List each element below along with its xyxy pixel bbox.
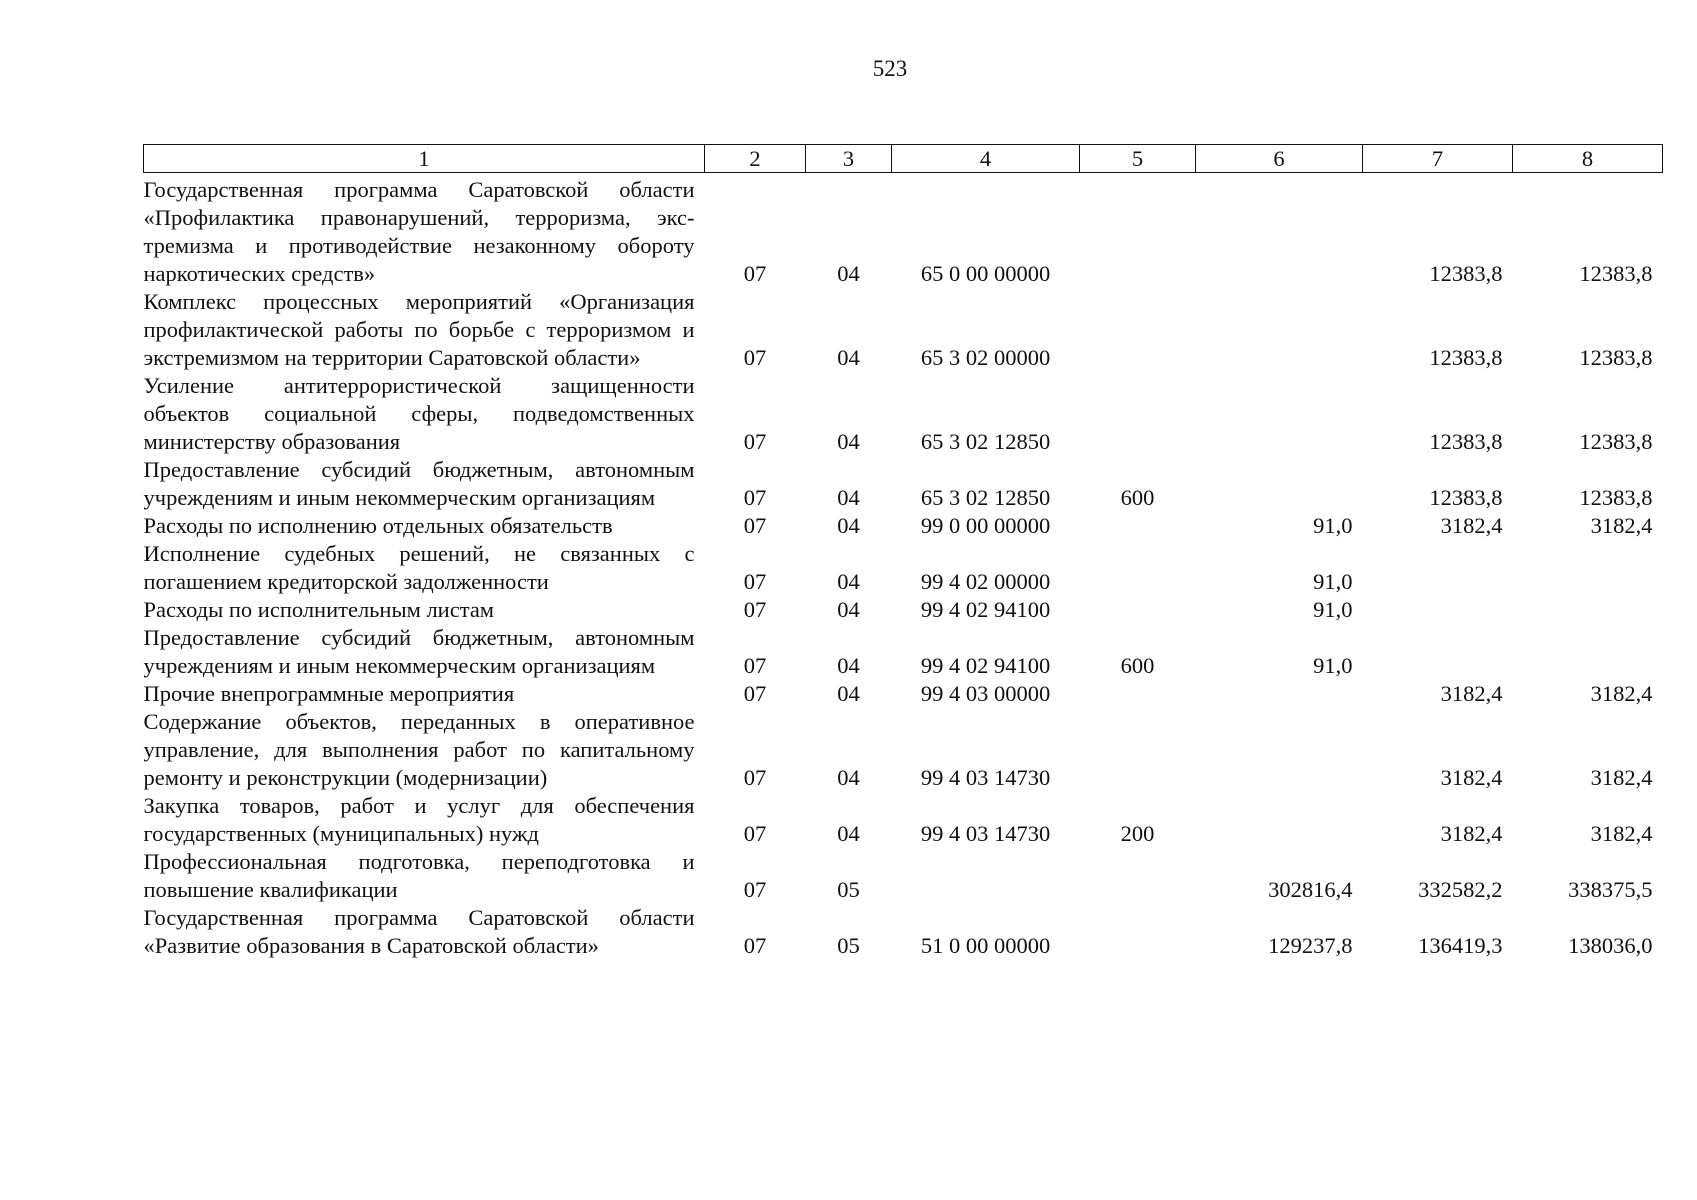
row-expense-type: 600 bbox=[1120, 653, 1155, 678]
row-section: 07 bbox=[743, 513, 767, 538]
row-expense-type: 200 bbox=[1120, 821, 1155, 846]
row-subsection: 04 bbox=[837, 681, 860, 706]
row-value-6 bbox=[1196, 680, 1363, 708]
row-target-article: 99 4 03 14730 bbox=[920, 821, 1051, 846]
row-value-6 bbox=[1196, 288, 1363, 372]
table-header bbox=[144, 145, 1663, 173]
row-target-article: 99 4 02 94100 bbox=[920, 653, 1051, 678]
row-value-6: 302816,4 bbox=[1268, 877, 1353, 902]
row-name: Профессиональная подготовка, переподготовка и повышение квалификации bbox=[143, 849, 695, 902]
row-section: 07 bbox=[743, 877, 767, 902]
row-expense-type bbox=[1080, 904, 1196, 960]
table-row bbox=[144, 372, 1663, 456]
row-value-8: 3182,4 bbox=[1590, 765, 1653, 790]
row-expense-type bbox=[1080, 848, 1196, 904]
row-target-article: 99 4 02 00000 bbox=[920, 569, 1051, 594]
table-row bbox=[144, 288, 1663, 372]
row-value-7: 3182,4 bbox=[1440, 765, 1503, 790]
row-value-7: 3182,4 bbox=[1440, 681, 1503, 706]
row-expense-type: 600 bbox=[1120, 485, 1155, 510]
table-row bbox=[144, 904, 1663, 960]
row-subsection: 04 bbox=[837, 513, 860, 538]
row-expense-type bbox=[1080, 680, 1196, 708]
table-row bbox=[144, 792, 1663, 848]
row-section: 07 bbox=[743, 569, 767, 594]
row-subsection: 05 bbox=[837, 877, 860, 902]
table-row bbox=[144, 456, 1663, 512]
row-expense-type bbox=[1080, 288, 1196, 372]
table-body bbox=[144, 173, 1663, 961]
row-target-article: 65 3 02 12850 bbox=[920, 429, 1051, 454]
row-subsection: 04 bbox=[837, 345, 860, 370]
row-name: Расходы по исполнительным листам bbox=[143, 597, 495, 622]
row-value-6 bbox=[1196, 708, 1363, 792]
header-row bbox=[144, 145, 1663, 173]
row-section: 07 bbox=[743, 933, 767, 958]
row-value-7: 12383,8 bbox=[1429, 429, 1503, 454]
row-value-6 bbox=[1196, 456, 1363, 512]
row-expense-type bbox=[1080, 596, 1196, 624]
header-col-7: 7 bbox=[1363, 145, 1513, 173]
row-target-article: 99 4 02 94100 bbox=[920, 597, 1051, 622]
row-section: 07 bbox=[743, 653, 767, 678]
row-name: Предоставление субсидий бюджетным, автономным учреждениям и иным некоммерческим организациям bbox=[143, 625, 695, 678]
row-target-article: 99 0 00 00000 bbox=[920, 513, 1051, 538]
row-target-article: 99 4 03 00000 bbox=[920, 681, 1051, 706]
row-value-7: 3182,4 bbox=[1440, 513, 1503, 538]
row-value-6: 91,0 bbox=[1313, 569, 1353, 594]
row-value-6: 91,0 bbox=[1313, 597, 1353, 622]
row-target-article: 65 0 00 00000 bbox=[920, 261, 1051, 286]
row-value-8: 3182,4 bbox=[1590, 681, 1653, 706]
row-value-8: 12383,8 bbox=[1579, 485, 1653, 510]
row-value-7: 3182,4 bbox=[1440, 821, 1503, 846]
row-section: 07 bbox=[743, 821, 767, 846]
row-value-7: 12383,8 bbox=[1429, 345, 1503, 370]
row-target-article: 65 3 02 12850 bbox=[920, 485, 1051, 510]
row-value-6: 129237,8 bbox=[1268, 933, 1353, 958]
row-name: Прочие внепрограммные мероприятия bbox=[143, 681, 515, 706]
row-subsection: 04 bbox=[837, 429, 860, 454]
row-value-7: 332582,2 bbox=[1418, 877, 1503, 902]
row-value-7: 12383,8 bbox=[1429, 261, 1503, 286]
row-target-article: 99 4 03 14730 bbox=[920, 765, 1051, 790]
row-section: 07 bbox=[743, 261, 767, 286]
row-subsection: 04 bbox=[837, 653, 860, 678]
header-col-2: 2 bbox=[705, 145, 806, 173]
row-name: Государственная программа Саратовской области «Профилактика правонарушений, терроризма, экстремизма и противодействие незаконному обороту наркотических средств» bbox=[143, 177, 695, 286]
header-col-8: 8 bbox=[1513, 145, 1663, 173]
row-name: Комплекс процессных мероприятий «Организация профилактической работы по борьбе с терроризмом и экстремизмом на территории Саратовской области» bbox=[143, 289, 695, 370]
header-col-5: 5 bbox=[1080, 145, 1196, 173]
row-subsection: 04 bbox=[837, 821, 860, 846]
row-section: 07 bbox=[743, 765, 767, 790]
row-value-8: 12383,8 bbox=[1579, 345, 1653, 370]
row-value-7: 12383,8 bbox=[1429, 485, 1503, 510]
row-section: 07 bbox=[743, 681, 767, 706]
row-expense-type bbox=[1080, 173, 1196, 289]
row-value-6 bbox=[1196, 792, 1363, 848]
table-row bbox=[144, 624, 1663, 680]
row-value-7 bbox=[1363, 596, 1513, 624]
row-name: Закупка товаров, работ и услуг для обеспечения государственных (муниципальных) нужд bbox=[143, 793, 695, 846]
row-expense-type bbox=[1080, 708, 1196, 792]
budget-table bbox=[143, 144, 1663, 960]
row-name: Предоставление субсидий бюджетным, автономным учреждениям и иным некоммерческим организациям bbox=[143, 457, 695, 510]
table-row bbox=[144, 512, 1663, 540]
header-col-3: 3 bbox=[806, 145, 892, 173]
row-subsection: 04 bbox=[837, 485, 860, 510]
row-subsection: 04 bbox=[837, 569, 860, 594]
header-col-1: 1 bbox=[144, 145, 705, 173]
row-expense-type bbox=[1080, 540, 1196, 596]
row-value-8: 338375,5 bbox=[1568, 877, 1653, 902]
page-number: 523 bbox=[872, 56, 908, 81]
row-subsection: 05 bbox=[837, 933, 860, 958]
row-value-8: 12383,8 bbox=[1579, 261, 1653, 286]
table-row bbox=[144, 173, 1663, 289]
row-target-article: 51 0 00 00000 bbox=[920, 933, 1051, 958]
row-value-8: 138036,0 bbox=[1568, 933, 1653, 958]
table-row bbox=[144, 540, 1663, 596]
header-col-4: 4 bbox=[892, 145, 1080, 173]
row-subsection: 04 bbox=[837, 597, 860, 622]
table-row bbox=[144, 680, 1663, 708]
row-name: Расходы по исполнению отдельных обязательств bbox=[143, 513, 613, 538]
row-value-7 bbox=[1363, 540, 1513, 596]
header-col-6: 6 bbox=[1196, 145, 1363, 173]
row-value-6: 91,0 bbox=[1313, 653, 1353, 678]
row-name: Усиление антитеррористической защищенности объектов социальной сферы, подведомственных министерству образования bbox=[143, 373, 695, 454]
table-row bbox=[144, 596, 1663, 624]
row-name: Исполнение судебных решений, не связанных с погашением кредиторской задолженности bbox=[143, 541, 695, 594]
row-expense-type bbox=[1080, 372, 1196, 456]
table-row bbox=[144, 848, 1663, 904]
row-value-8: 3182,4 bbox=[1590, 821, 1653, 846]
row-target-article bbox=[892, 848, 1080, 904]
row-value-8 bbox=[1513, 624, 1663, 680]
row-value-7 bbox=[1363, 624, 1513, 680]
row-name: Содержание объектов, переданных в оперативное управление, для выполнения работ по капитальному ремонту и реконструкции (модернизации) bbox=[143, 709, 695, 790]
row-section: 07 bbox=[743, 429, 767, 454]
row-target-article: 65 3 02 00000 bbox=[920, 345, 1051, 370]
row-expense-type bbox=[1080, 512, 1196, 540]
row-name: Государственная программа Саратовской области «Развитие образования в Саратовской области» bbox=[143, 905, 695, 958]
row-value-8 bbox=[1513, 596, 1663, 624]
row-value-6 bbox=[1196, 173, 1363, 289]
row-subsection: 04 bbox=[837, 765, 860, 790]
row-value-8: 12383,8 bbox=[1579, 429, 1653, 454]
table-row bbox=[144, 708, 1663, 792]
row-section: 07 bbox=[743, 597, 767, 622]
row-section: 07 bbox=[743, 345, 767, 370]
row-section: 07 bbox=[743, 485, 767, 510]
row-value-6 bbox=[1196, 372, 1363, 456]
row-value-8: 3182,4 bbox=[1590, 513, 1653, 538]
row-value-7: 136419,3 bbox=[1418, 933, 1503, 958]
row-subsection: 04 bbox=[837, 261, 860, 286]
row-value-8 bbox=[1513, 540, 1663, 596]
row-value-6: 91,0 bbox=[1313, 513, 1353, 538]
